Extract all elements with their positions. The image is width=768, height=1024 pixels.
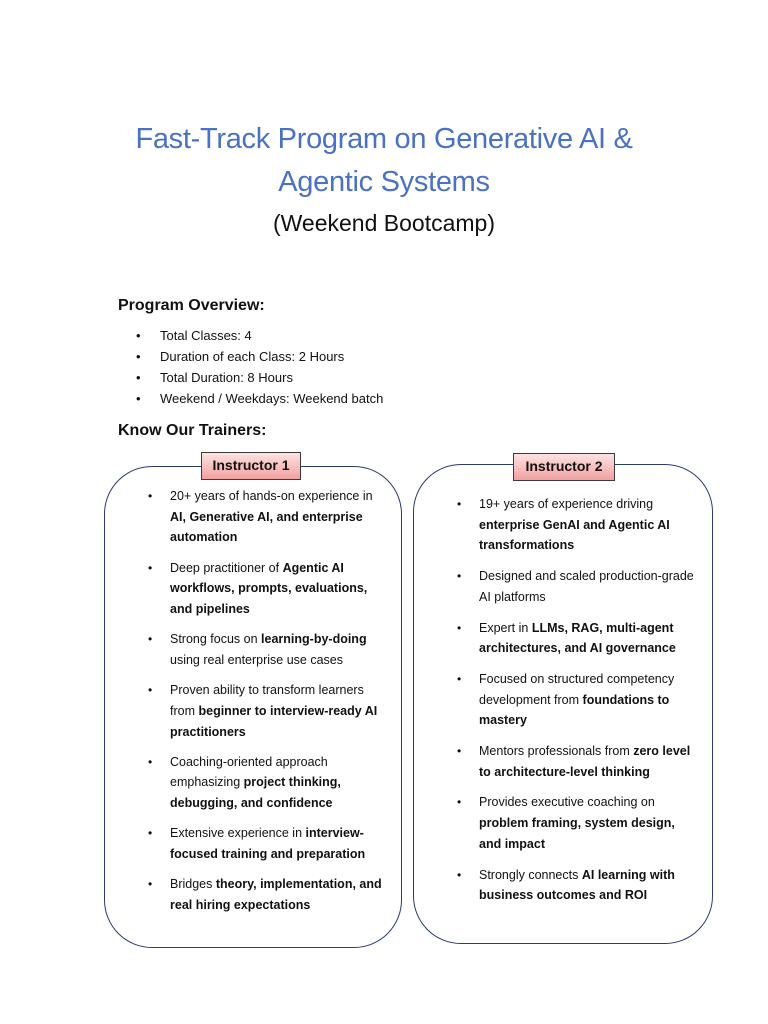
- bullet-icon: •: [457, 620, 462, 635]
- instructor-1-badge: Instructor 1: [201, 452, 301, 480]
- bullet-icon: •: [457, 867, 462, 882]
- instructor-1-highlight: • 20+ years of hands-on experience in AI, Generative AI, and enterprise automation: [146, 486, 386, 548]
- instructor-2-highlight: • Provides executive coaching on problem framing, system design, and impact: [455, 792, 695, 854]
- page-title-line-2: Agentic Systems: [278, 166, 490, 198]
- bullet-icon: •: [457, 569, 462, 584]
- page-title-line-1: Fast-Track Program on Generative AI &: [135, 123, 633, 155]
- instructor-1-highlight: • Proven ability to transform learners from beginner to interview-ready AI practitioners: [146, 680, 386, 742]
- instructor-1-highlights: [146, 486, 386, 925]
- bullet-icon: •: [148, 560, 153, 575]
- bullet-icon: •: [148, 826, 153, 841]
- instructor-1-highlight: • Deep practitioner of Agentic AI workflows, prompts, evaluations, and pipelines: [146, 558, 386, 620]
- instructor-2-highlights: [455, 494, 695, 916]
- instructor-2-highlight: • Strongly connects AI learning with business outcomes and ROI: [455, 865, 695, 906]
- bullet-icon: •: [457, 497, 462, 511]
- overview-item: • Total Classes: 4: [118, 325, 383, 346]
- bullet-icon: •: [148, 489, 153, 503]
- bullet-icon: •: [148, 877, 153, 892]
- know-our-trainers-heading: Know Our Trainers:: [118, 422, 267, 439]
- instructor-1-highlight: • Coaching-oriented approach emphasizing project thinking, debugging, and confidence: [146, 752, 386, 814]
- overview-item: • Duration of each Class: 2 Hours: [118, 346, 383, 367]
- bullet-icon: •: [148, 683, 153, 698]
- instructor-2-badge: Instructor 2: [513, 453, 615, 481]
- instructor-2-highlight: • Mentors professionals from zero level to architecture-level thinking: [455, 741, 695, 782]
- instructor-2-highlight: • Designed and scaled production-grade AI platforms: [455, 566, 695, 607]
- instructor-2-highlight: • Focused on structured competency development from foundations to mastery: [455, 669, 695, 731]
- instructor-1-highlight: • Bridges theory, implementation, and real hiring expectations: [146, 874, 386, 915]
- program-overview-list: [118, 325, 383, 409]
- instructor-1-highlight: • Strong focus on learning-by-doing using real enterprise use cases: [146, 629, 386, 670]
- bullet-icon: •: [148, 754, 153, 769]
- bullet-icon: •: [457, 671, 462, 686]
- instructor-2-highlight: • Expert in LLMs, RAG, multi-agent architectures, and AI governance: [455, 618, 695, 659]
- bullet-icon: •: [136, 328, 141, 343]
- bullet-icon: •: [148, 632, 153, 647]
- program-overview-heading: Program Overview:: [118, 297, 265, 314]
- instructor-2-highlight: • 19+ years of experience driving enterprise GenAI and Agentic AI transformations: [455, 494, 695, 556]
- bullet-icon: •: [457, 744, 462, 759]
- bullet-icon: •: [136, 391, 141, 406]
- overview-item: • Weekend / Weekdays: Weekend batch: [118, 388, 383, 409]
- bullet-icon: •: [136, 349, 141, 364]
- page-subtitle: (Weekend Bootcamp): [272, 210, 495, 236]
- bullet-icon: •: [136, 370, 141, 385]
- bullet-icon: •: [457, 795, 462, 810]
- overview-item: • Total Duration: 8 Hours: [118, 367, 383, 388]
- instructor-1-highlight: • Extensive experience in interview-focused training and preparation: [146, 823, 386, 864]
